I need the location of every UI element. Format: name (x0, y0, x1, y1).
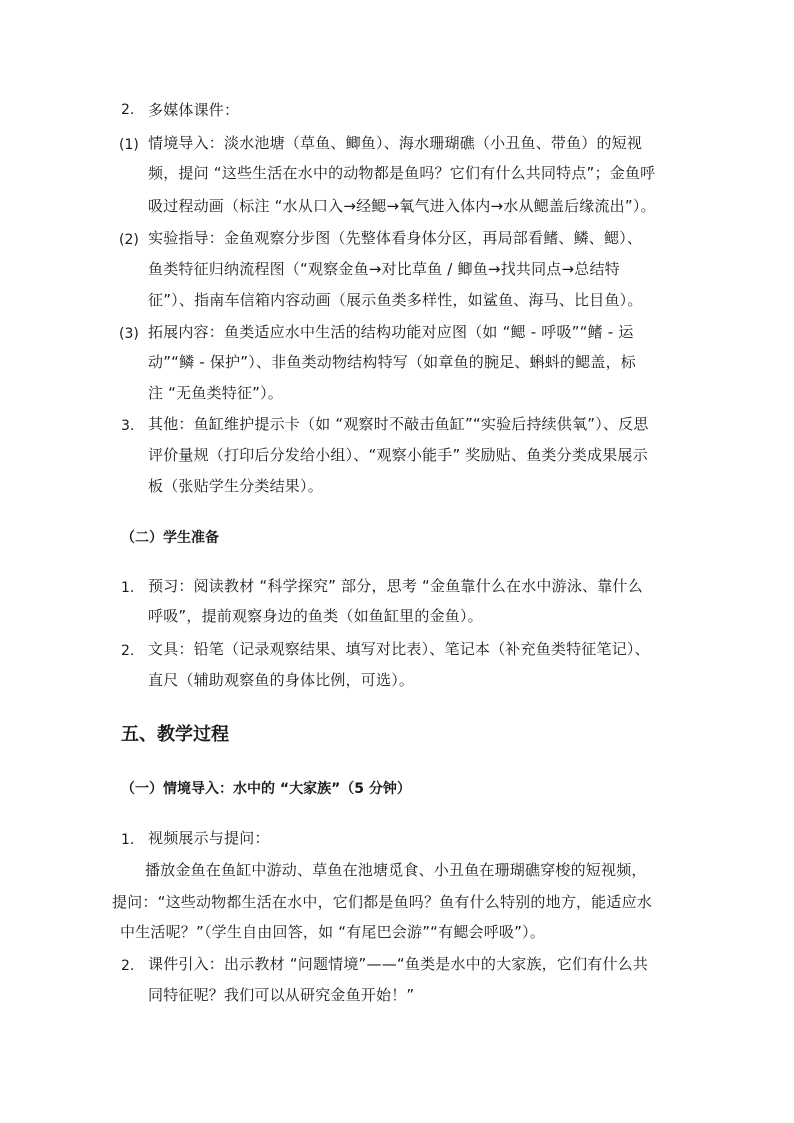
list-number: 1. (121, 580, 135, 596)
sub-list-number: (3) (119, 326, 139, 342)
paragraph-line: 同特征呢？我们可以从研究金鱼开始！” (148, 986, 415, 1004)
paragraph-line: 文具：铅笔（记录观察结果、填写对比表）、笔记本（补充鱼类特征笔记）、 (148, 640, 650, 658)
list-number: 3. (121, 418, 135, 434)
paragraph-line: 鱼类特征归纳流程图（“观察金鱼→对比草鱼 / 鲫鱼→找共同点→总结特 (148, 260, 620, 278)
paragraph-line: 频，提问 “这些生活在水中的动物都是鱼吗？它们有什么共同特点”；金鱼呼 (148, 164, 656, 182)
sub-list-number: (2) (119, 232, 139, 248)
paragraph-line: 动”“鳞 - 保护”）、非鱼类动物结构特写（如章鱼的腕足、蝌蚪的鳃盖，标 (148, 353, 636, 371)
paragraph-line: 情境导入：淡水池塘（草鱼、鲫鱼）、海水珊瑚礁（小丑鱼、带鱼）的短视 (148, 134, 643, 152)
sub-list-number: (1) (119, 137, 139, 153)
section-heading: （二）学生准备 (121, 530, 219, 546)
paragraph-line: 注 “无鱼类特征”）。 (148, 384, 284, 402)
list-number: 2. (121, 643, 135, 659)
paragraph-line: 课件引入：出示教材 “问题情境”——“鱼类是水中的大家族，它们有什么共 (148, 955, 649, 973)
list-number: 2. (121, 958, 135, 974)
paragraph-line: 评价量规（打印后分发给小组）、“观察小能手” 奖励贴、鱼类分类成果展示 (148, 446, 648, 464)
paragraph-line: 板（张贴学生分类结果）。 (148, 477, 323, 495)
section-heading: （一）情境导入：水中的 “大家族”（5 分钟） (121, 781, 411, 797)
paragraph-line: 播放金鱼在鱼缸中游动、草鱼在池塘觅食、小丑鱼在珊瑚礁穿梭的短视频， (145, 861, 647, 879)
paragraph-line: 其他：鱼缸维护提示卡（如 “观察时不敲击鱼缸”“实验后持续供氧”）、反思 (148, 415, 649, 433)
paragraph-line: 拓展内容：鱼类适应水中生活的结构功能对应图（如 “鳃 - 呼吸”“鳍 - 运 (148, 323, 634, 341)
paragraph-line: 直尺（辅助观察鱼的身体比例，可选）。 (148, 671, 415, 689)
list-number: 2. (121, 102, 135, 118)
paragraph-line: 吸过程动画（标注 “水从口入→经鳃→氧气进入体内→水从鳃盖后缘流出”）。 (148, 197, 656, 215)
paragraph-line: 呼吸”，提前观察身边的鱼类（如鱼缸里的金鱼）。 (148, 607, 483, 625)
paragraph-line: 预习：阅读教材 “科学探究” 部分，思考 “金鱼靠什么在水中游泳、靠什么 (148, 577, 643, 595)
paragraph-line: 征”）、指南车信箱内容动画（展示鱼类多样性，如鲨鱼、海马、比目鱼）。 (148, 291, 643, 309)
list-number: 1. (121, 832, 135, 848)
paragraph-line: 实验指导：金鱼观察分步图（先整体看身体分区，再局部看鳍、鳞、鳃）、 (148, 229, 643, 247)
list-item-label: 多媒体课件： (148, 101, 240, 119)
list-item-label: 视频展示与提问： (148, 829, 270, 847)
paragraph-line: 提问：“这些动物都生活在水中，它们都是鱼吗？鱼有什么特别的地方，能适应水 (112, 893, 652, 911)
paragraph-line: 中生活呢？”（学生自由回答，如 “有尾巴会游”“有鳃会呼吸”）。 (120, 923, 546, 941)
chapter-heading: 五、教学过程 (121, 724, 229, 745)
